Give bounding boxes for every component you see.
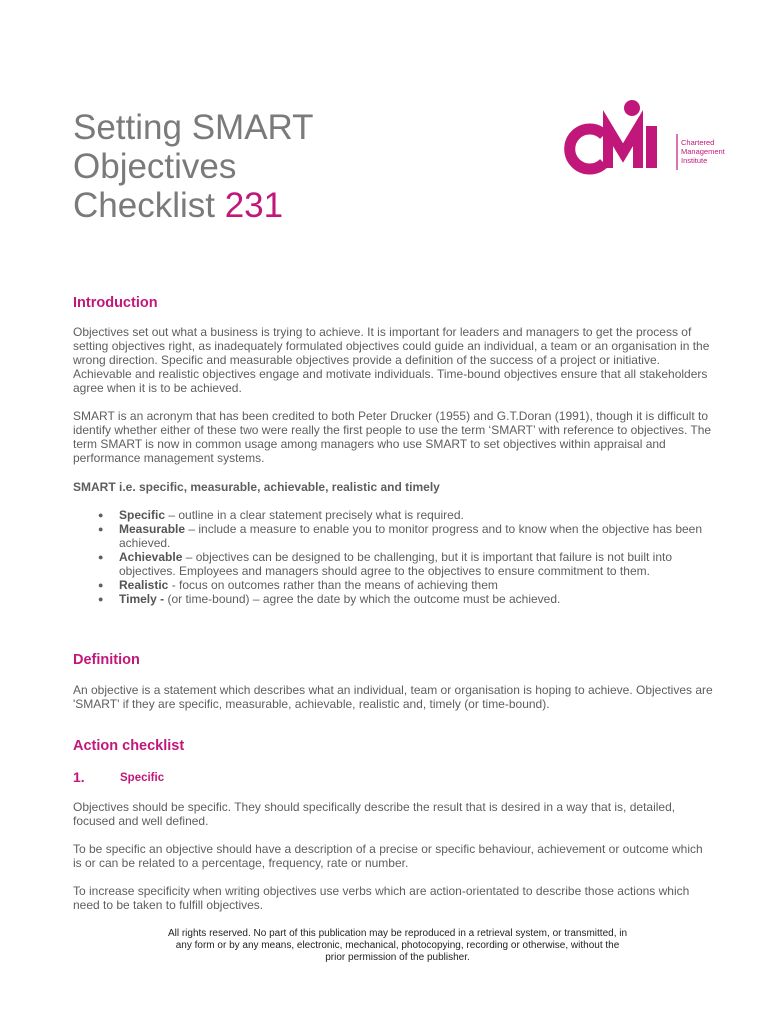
- document-title: [73, 108, 314, 225]
- title-line-2: Objectives: [73, 147, 237, 186]
- introduction-paragraph-2: SMART is an acronym that has been credited to both Peter Drucker (1955) and G.T.Doran (1991), though it is difficult to identify whether either of these two were really the first people to use the term ‘SMART’ with reference to objectives. The term SMART is now in common usage among managers who use SMART to set objectives within appraisal and performance management systems.: [73, 409, 712, 465]
- introduction-heading: Introduction: [73, 295, 158, 311]
- title-line-3: Checklist: [73, 186, 215, 225]
- cmi-logo-subtitle: Chartered Management Institute: [681, 138, 725, 165]
- smart-bullet-list: [73, 508, 713, 606]
- action-paragraph-3: To increase specificity when writing objectives use verbs which are action-orientated to describe those actions which need to be taken to fulfill objectives.: [73, 884, 690, 912]
- list-item: ● Specific – outline in a clear statement precisely what is required.: [98, 508, 464, 522]
- checklist-item-title: Specific: [120, 772, 165, 784]
- definition-heading: Definition: [73, 652, 140, 668]
- introduction-paragraph-1: Objectives set out what a business is trying to achieve. It is important for leaders and managers to get the process of setting objectives right, as inadequately formulated objectives could guide an individual, a team or an organisation in the wrong direction. Specific and measurable objectives provide a definition of the success of a project or initiative. Achievable and realistic objectives engage and motivate individuals. Time-bound objectives ensure that all stakeholders agree when it is to be achieved.: [73, 325, 710, 395]
- list-item: ● Achievable – objectives can be designed to be challenging, but it is important that failure is not built into objectives. Employees and managers should agree to the objectives to ensure commitment to them.: [98, 550, 673, 578]
- action-paragraph-2: To be specific an objective should have a description of a precise or specific behaviour, achievement or outcome which is or can be related to a percentage, frequency, rate or number.: [73, 842, 703, 870]
- list-item: ● Realistic - focus on outcomes rather than the means of achieving them: [98, 578, 498, 592]
- checklist-item-number: 1.: [73, 769, 85, 785]
- list-item: ● Timely - (or time-bound) – agree the date by which the outcome must be achieved.: [98, 592, 561, 606]
- checklist-number: 231: [224, 186, 284, 225]
- smart-definition-line: SMART i.e. specific, measurable, achievable, realistic and timely: [73, 480, 440, 494]
- copyright-footer: All rights reserved. No part of this publication may be reproduced in a retrieval system, or transmitted, in any form or by any means, electronic, mechanical, photocopying, recording or otherwise, without the prior permission of the publisher.: [167, 928, 628, 963]
- title-line-1: Setting SMART: [73, 108, 314, 147]
- definition-paragraph: An objective is a statement which describes what an individual, team or organisation is hoping to achieve. Objectives are 'SMART' if they are specific, measurable, achievable, realistic and, timely (or time-bound).: [73, 683, 713, 711]
- action-checklist-heading: Action checklist: [73, 738, 185, 754]
- action-paragraph-1: Objectives should be specific. They should specifically describe the result that is desired in a way that is, detailed, focused and well defined.: [73, 800, 676, 828]
- list-item: ● Measurable – include a measure to enable you to monitor progress and to know when the objective has been achieved.: [98, 522, 703, 550]
